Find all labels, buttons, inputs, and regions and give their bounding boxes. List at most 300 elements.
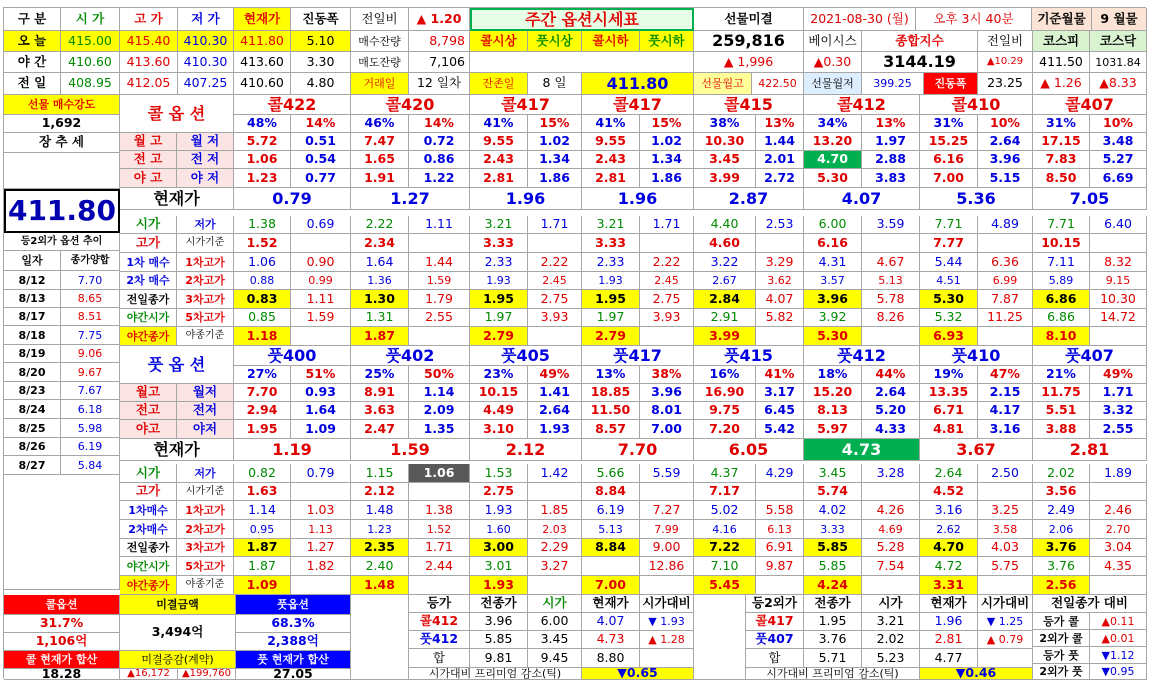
put-pct: 68.3% — [236, 615, 351, 633]
put-rowlabel-a1: 고가 — [120, 483, 177, 501]
call-strike-4: 콜415 — [694, 95, 804, 115]
put-nc: 3.31 — [920, 576, 978, 595]
call-no: 1.31 — [351, 309, 409, 327]
call-rowlabel-b5: 5차고가 — [177, 309, 234, 327]
put-b3h: 2.29 — [528, 539, 582, 557]
call-high: 10.15 — [1033, 234, 1090, 253]
prev-close-value: ▲0.11 — [1090, 613, 1147, 630]
put-pl: 2.64 — [528, 402, 582, 420]
put-pct1-6: 19% — [920, 366, 978, 384]
call-open: 2.22 — [351, 216, 409, 234]
call-ph: 6.16 — [920, 151, 978, 169]
trend-date: 8/26 — [4, 438, 61, 456]
call-pct2-3: 15% — [640, 115, 694, 133]
put-nc: 7.00 — [582, 576, 640, 595]
call-mh: 17.15 — [1033, 133, 1090, 151]
put-b5h: 12.86 — [640, 557, 694, 576]
call-blank — [862, 234, 920, 253]
put-ml: 2.15 — [978, 384, 1033, 402]
put-rowlabel-a0: 시가 — [120, 464, 177, 483]
call-b3h: 10.30 — [1090, 290, 1147, 309]
put-strike-4: 풋415 — [694, 346, 804, 366]
header-0: 구 분 — [4, 8, 61, 31]
call-b2: 5.89 — [1033, 272, 1090, 290]
call-nl: 1.86 — [640, 169, 694, 188]
eq-table-cell: 8.80 — [582, 649, 640, 668]
call-ml: 2.64 — [978, 133, 1033, 151]
call-open: 7.71 — [920, 216, 978, 234]
put-ml: 0.93 — [291, 384, 351, 402]
trade-day-label: 거래일 — [351, 73, 409, 95]
otm-table-cell: 전종가 — [804, 595, 862, 613]
call-b3h: 4.07 — [756, 290, 804, 309]
put-strike-1: 풋402 — [351, 346, 470, 366]
put-rowlabel-a2: 1차매수 — [120, 501, 177, 520]
put-pct1-2: 23% — [470, 366, 528, 384]
call-pl: 1.34 — [528, 151, 582, 169]
time-label: 오후 3시 40분 — [916, 8, 1032, 31]
call-pc: 1.95 — [470, 290, 528, 309]
put-b3h: 4.03 — [978, 539, 1033, 557]
call-b3h: 2.75 — [640, 290, 694, 309]
row-label-night: 야 간 — [4, 52, 61, 73]
put-b5h: 1.82 — [291, 557, 351, 576]
call-open: 6.00 — [804, 216, 862, 234]
call-label-b1: 전 저 — [177, 151, 234, 169]
trend-sum: 5.84 — [61, 456, 120, 475]
fut-month-high-label: 선물월고 — [694, 73, 752, 95]
put-nl: 1.09 — [291, 420, 351, 439]
call-pct: 31.7% — [4, 615, 120, 633]
eq-table-cell: 시가대비 — [640, 595, 694, 613]
eq-table-cell: 9.45 — [528, 649, 582, 668]
eq-table-cell: 시가 — [528, 595, 582, 613]
call-b1h: 2.22 — [640, 253, 694, 272]
call-no: 1.97 — [470, 309, 528, 327]
row-cur-today: 411.80 — [234, 31, 291, 52]
put-pl: 3.32 — [1090, 402, 1147, 420]
put-blank — [1090, 483, 1147, 501]
trend-date: 8/27 — [4, 456, 61, 475]
month-label: 기준월물 — [1032, 8, 1092, 31]
trend-sum: 9.67 — [61, 363, 120, 382]
put-b2h: 4.69 — [862, 520, 920, 539]
call-title: 콜 옵 션 — [120, 95, 234, 133]
put-rowlabel-a5: 야간시가 — [120, 557, 177, 576]
put-label-a1: 전고 — [120, 402, 177, 420]
eq-table-cell: 합 — [409, 649, 470, 668]
put-strike-0: 풋400 — [234, 346, 351, 366]
put-b1: 1.14 — [234, 501, 291, 520]
header-6: 전일비 — [351, 8, 409, 31]
call-pc: 2.84 — [694, 290, 756, 309]
call-nh: 3.99 — [694, 169, 756, 188]
put-nh: 7.20 — [694, 420, 756, 439]
prev-close-label: 등가 풋 — [1033, 647, 1090, 664]
row-low-prevday: 407.25 — [178, 73, 234, 95]
put-open: 3.45 — [804, 464, 862, 483]
put-pct1-0: 27% — [234, 366, 291, 384]
call-nc: 1.18 — [234, 327, 291, 346]
put-b2: 5.13 — [582, 520, 640, 539]
call-rowlabel-a0: 시가 — [120, 216, 177, 234]
put-blank — [978, 576, 1033, 595]
call-high: 4.60 — [694, 234, 756, 253]
call-high: 7.77 — [920, 234, 978, 253]
call-b5h: 2.55 — [409, 309, 470, 327]
call-pct1-5: 34% — [804, 115, 862, 133]
oi-amount-label: 미결금액 — [120, 595, 236, 615]
put-blank — [528, 576, 582, 595]
call-cur-0: 0.79 — [234, 188, 351, 210]
otm-table-cell — [978, 649, 1033, 668]
put-rowlabel-a4: 전일종가 — [120, 539, 177, 557]
date-label: 2021-08-30 (월) — [804, 8, 916, 31]
put-b3h: 9.00 — [640, 539, 694, 557]
call-b1: 2.33 — [582, 253, 640, 272]
buy-strength-label: 선물 매수강도 — [4, 95, 120, 115]
put-pl: 5.20 — [862, 402, 920, 420]
put-pct2-4: 41% — [756, 366, 804, 384]
put-high: 2.75 — [470, 483, 528, 501]
row-range-night: 3.30 — [291, 52, 351, 73]
otm-table-cell: 4.77 — [920, 649, 978, 668]
put-nh: 4.81 — [920, 420, 978, 439]
call-nl: 1.86 — [528, 169, 582, 188]
kosdaq-value: 1031.84 — [1090, 52, 1147, 73]
eq-table-cell: 현재가 — [582, 595, 640, 613]
call-pct1-4: 38% — [694, 115, 756, 133]
eq-table-cell: 9.81 — [470, 649, 528, 668]
month-value: 9 월물 — [1092, 8, 1147, 31]
otm-table-cell: 2.02 — [862, 631, 920, 649]
trend-sum: 5.98 — [61, 419, 120, 438]
put-no: 3.01 — [470, 557, 528, 576]
put-b1h: 4.26 — [862, 501, 920, 520]
put-nh: 5.97 — [804, 420, 862, 439]
put-high: 5.74 — [804, 483, 862, 501]
call-b1: 3.22 — [694, 253, 756, 272]
call-pl: 1.34 — [640, 151, 694, 169]
put-blank — [528, 483, 582, 501]
call-rowlabel-a3: 2차 매수 — [120, 272, 177, 290]
put-strike-7: 풋407 — [1033, 346, 1147, 366]
put-low: 0.79 — [291, 464, 351, 483]
remain-day-label: 잔존일 — [470, 73, 528, 95]
call-pct1-7: 31% — [1033, 115, 1090, 133]
call-b2: 2.67 — [694, 272, 756, 290]
row-cur-prevday: 410.60 — [234, 73, 291, 95]
eq-table-cell: 5.85 — [470, 631, 528, 649]
kospi200-change: ▲ 1.26 — [1033, 73, 1090, 95]
call-no: 5.32 — [920, 309, 978, 327]
put-b2: 2.62 — [920, 520, 978, 539]
call-high: 3.33 — [470, 234, 528, 253]
put-pct1-3: 13% — [582, 366, 640, 384]
call-pct2-5: 13% — [862, 115, 920, 133]
otm-table-cell: 풋407 — [746, 631, 804, 649]
row-label-prevday: 전 일 — [4, 73, 61, 95]
call-blank — [528, 234, 582, 253]
put-b2: 1.60 — [470, 520, 528, 539]
call-b2h: 2.45 — [528, 272, 582, 290]
put-pct2-2: 49% — [528, 366, 582, 384]
call-b2h: 6.99 — [978, 272, 1033, 290]
call-low: 0.69 — [291, 216, 351, 234]
eq-table-cell: 3.45 — [528, 631, 582, 649]
put-b1h: 7.27 — [640, 501, 694, 520]
put-amount: 2,388억 — [236, 633, 351, 651]
basis-label: 베이시스 — [804, 31, 862, 52]
put-b2h: 1.52 — [409, 520, 470, 539]
put-high: 1.63 — [234, 483, 291, 501]
call-b1: 5.44 — [920, 253, 978, 272]
fut-month-low: 399.25 — [862, 73, 924, 95]
put-b1: 1.48 — [351, 501, 409, 520]
call-ph: 2.43 — [470, 151, 528, 169]
put-pct1-7: 21% — [1033, 366, 1090, 384]
trend-date: 8/18 — [4, 326, 61, 345]
call-label-b0: 월 저 — [177, 133, 234, 151]
put-b3h: 3.04 — [1090, 539, 1147, 557]
call-ph: 2.43 — [582, 151, 640, 169]
call-open: 3.21 — [470, 216, 528, 234]
call-pl: 5.27 — [1090, 151, 1147, 169]
call-up-label: 콜시상 — [470, 31, 528, 52]
call-nl: 5.15 — [978, 169, 1033, 188]
call-nc: 8.10 — [1033, 327, 1090, 346]
call-pc: 5.30 — [920, 290, 978, 309]
call-nh: 1.91 — [351, 169, 409, 188]
call-blank — [291, 327, 351, 346]
put-rowlabel-a3: 2차매수 — [120, 520, 177, 539]
blank-trend — [4, 153, 120, 189]
put-ph: 9.75 — [694, 402, 756, 420]
put-low: 1.06 — [409, 464, 470, 483]
call-label-a0: 월 고 — [120, 133, 177, 151]
call-label-a2: 야 고 — [120, 169, 177, 188]
call-nc: 2.79 — [470, 327, 528, 346]
call-b2h: 0.99 — [291, 272, 351, 290]
call-pct2-0: 14% — [291, 115, 351, 133]
put-b3h: 6.91 — [756, 539, 804, 557]
basis-value: ▲0.30 — [804, 52, 862, 73]
otm-table-cell: 3.76 — [804, 631, 862, 649]
call-ml: 1.02 — [640, 133, 694, 151]
call-b1h: 8.32 — [1090, 253, 1147, 272]
put-blank — [1090, 576, 1147, 595]
put-pct2-3: 38% — [640, 366, 694, 384]
call-blank — [978, 234, 1033, 253]
trend-date: 8/12 — [4, 271, 61, 290]
kospi-change: ▲10.29 — [978, 52, 1033, 73]
call-pct2-6: 10% — [978, 115, 1033, 133]
call-pc: 1.95 — [582, 290, 640, 309]
put-b2h: 2.03 — [528, 520, 582, 539]
call-mh: 15.25 — [920, 133, 978, 151]
row-high-night: 413.60 — [120, 52, 178, 73]
put-pl: 2.09 — [409, 402, 470, 420]
call-cur-1: 1.27 — [351, 188, 470, 210]
put-open: 0.82 — [234, 464, 291, 483]
call-rowlabel-a1: 고가 — [120, 234, 177, 253]
put-b1h: 5.58 — [756, 501, 804, 520]
otm-premium-value: ▼0.46 — [920, 668, 1033, 680]
call-b3h: 1.79 — [409, 290, 470, 309]
call-pc: 0.83 — [234, 290, 291, 309]
put-b2: 0.95 — [234, 520, 291, 539]
header-7: ▲ 1.20 — [409, 8, 470, 31]
call-pct1-1: 46% — [351, 115, 409, 133]
put-b2: 1.23 — [351, 520, 409, 539]
put-b1: 4.02 — [804, 501, 862, 520]
trend-date: 8/23 — [4, 382, 61, 400]
call-no: 1.97 — [582, 309, 640, 327]
call-b2h: 9.15 — [1090, 272, 1147, 290]
header-4: 현재가 — [234, 8, 291, 31]
put-b1: 2.49 — [1033, 501, 1090, 520]
put-blank — [291, 576, 351, 595]
call-rowlabel-b1: 시가기준 — [177, 234, 234, 253]
call-blank — [409, 327, 470, 346]
put-nl: 2.55 — [1090, 420, 1147, 439]
call-nh: 7.00 — [920, 169, 978, 188]
put-ml: 1.41 — [528, 384, 582, 402]
call-b5h: 8.26 — [862, 309, 920, 327]
put-no: 3.76 — [1033, 557, 1090, 576]
prev-close-header: 전일종가 대비 — [1033, 595, 1147, 613]
put-open: 2.64 — [920, 464, 978, 483]
call-strike-6: 콜410 — [920, 95, 1033, 115]
call-open: 7.71 — [1033, 216, 1090, 234]
sum-col: 종가양합 — [61, 251, 120, 271]
call-pl: 0.86 — [409, 151, 470, 169]
put-rowlabel-b5: 5차고가 — [177, 557, 234, 576]
put-cur-3: 7.70 — [582, 439, 694, 461]
header-2: 고 가 — [120, 8, 178, 31]
call-cur-label: 현재가 — [120, 188, 234, 210]
call-low: 1.71 — [528, 216, 582, 234]
oi-change-1: ▲16,172 — [120, 669, 178, 680]
trend-sum: 8.51 — [61, 308, 120, 326]
put-rowlabel-b0: 저가 — [177, 464, 234, 483]
call-mh: 10.30 — [694, 133, 756, 151]
put-pc: 8.84 — [582, 539, 640, 557]
prev-close-value: ▼1.12 — [1090, 647, 1147, 664]
eq-premium-value: ▼0.65 — [582, 668, 694, 680]
buy-strength: 1,692 — [4, 115, 120, 133]
call-blank — [640, 327, 694, 346]
call-ml: 1.44 — [756, 133, 804, 151]
call-b2h: 3.62 — [756, 272, 804, 290]
put-sum-label: 풋 현재가 합산 — [236, 651, 351, 669]
call-b2: 1.36 — [351, 272, 409, 290]
put-nc: 1.09 — [234, 576, 291, 595]
put-mh: 15.20 — [804, 384, 862, 402]
put-up-label: 풋시상 — [528, 31, 582, 52]
put-no: 7.10 — [694, 557, 756, 576]
eq-table-cell: 콜412 — [409, 613, 470, 631]
kospi200-label: 코스피 — [1033, 31, 1090, 52]
row-low-night: 410.30 — [178, 52, 234, 73]
put-high: 4.52 — [920, 483, 978, 501]
row-high-prevday: 412.05 — [120, 73, 178, 95]
put-mh: 8.91 — [351, 384, 409, 402]
put-ph: 3.63 — [351, 402, 409, 420]
call-b3h: 2.75 — [528, 290, 582, 309]
otm-table-cell: 등2외가 — [746, 595, 804, 613]
eq-table-cell: 6.00 — [528, 613, 582, 631]
put-pct2-6: 47% — [978, 366, 1033, 384]
put-high: 3.56 — [1033, 483, 1090, 501]
put-b1: 1.93 — [470, 501, 528, 520]
put-open: 2.02 — [1033, 464, 1090, 483]
put-b5h: 7.54 — [862, 557, 920, 576]
prev-close-label: 2외가 풋 — [1033, 664, 1090, 680]
eq-premium-label: 시가대비 프리미엄 감소(틱) — [409, 668, 582, 680]
eq-table-cell: 4.73 — [582, 631, 640, 649]
call-b2: 1.93 — [470, 272, 528, 290]
trend-sum: 8.65 — [61, 290, 120, 308]
call-b1h: 3.29 — [756, 253, 804, 272]
put-label-b1: 전저 — [177, 402, 234, 420]
call-high: 6.16 — [804, 234, 862, 253]
otm-table-cell: ▼ 1.25 — [978, 613, 1033, 631]
put-b3h: 5.28 — [862, 539, 920, 557]
call-nc: 2.79 — [582, 327, 640, 346]
put-no — [582, 557, 640, 576]
put-cur-label: 현재가 — [120, 439, 234, 461]
call-blank — [862, 327, 920, 346]
put-low: 2.50 — [978, 464, 1033, 483]
put-low: 5.59 — [640, 464, 694, 483]
otm-table-cell: 5.71 — [804, 649, 862, 668]
call-nh: 2.81 — [470, 169, 528, 188]
call-rowlabel-a2: 1차 매수 — [120, 253, 177, 272]
call-low: 3.59 — [862, 216, 920, 234]
call-b2h: 5.13 — [862, 272, 920, 290]
call-rowlabel-b4: 3차고가 — [177, 290, 234, 309]
put-nl: 3.16 — [978, 420, 1033, 439]
call-b2: 3.57 — [804, 272, 862, 290]
put-b1h: 3.25 — [978, 501, 1033, 520]
put-pc: 2.35 — [351, 539, 409, 557]
row-label-today: 오 늘 — [4, 31, 61, 52]
put-nl: 7.00 — [640, 420, 694, 439]
call-rowlabel-a4: 전일종가 — [120, 290, 177, 309]
call-amount: 1,106억 — [4, 633, 120, 651]
put-ml: 2.64 — [862, 384, 920, 402]
call-blank — [1090, 234, 1147, 253]
put-b2: 2.06 — [1033, 520, 1090, 539]
put-label-a0: 월고 — [120, 384, 177, 402]
put-title: 풋 옵 션 — [120, 346, 234, 384]
kosdaq-change: ▲8.33 — [1090, 73, 1147, 95]
call-b2: 4.51 — [920, 272, 978, 290]
call-ph: 1.06 — [234, 151, 291, 169]
option-price-table — [3, 7, 1146, 679]
put-rowlabel-b4: 3차고가 — [177, 539, 234, 557]
call-b1: 1.64 — [351, 253, 409, 272]
put-strike-6: 풋410 — [920, 346, 1033, 366]
call-mh: 9.55 — [470, 133, 528, 151]
call-summary-label: 콜옵션 — [4, 595, 120, 615]
call-mh: 5.72 — [234, 133, 291, 151]
put-b5h: 2.44 — [409, 557, 470, 576]
bid-qty-label: 매수잔량 — [351, 31, 409, 52]
put-ph: 8.13 — [804, 402, 862, 420]
call-mh: 13.20 — [804, 133, 862, 151]
